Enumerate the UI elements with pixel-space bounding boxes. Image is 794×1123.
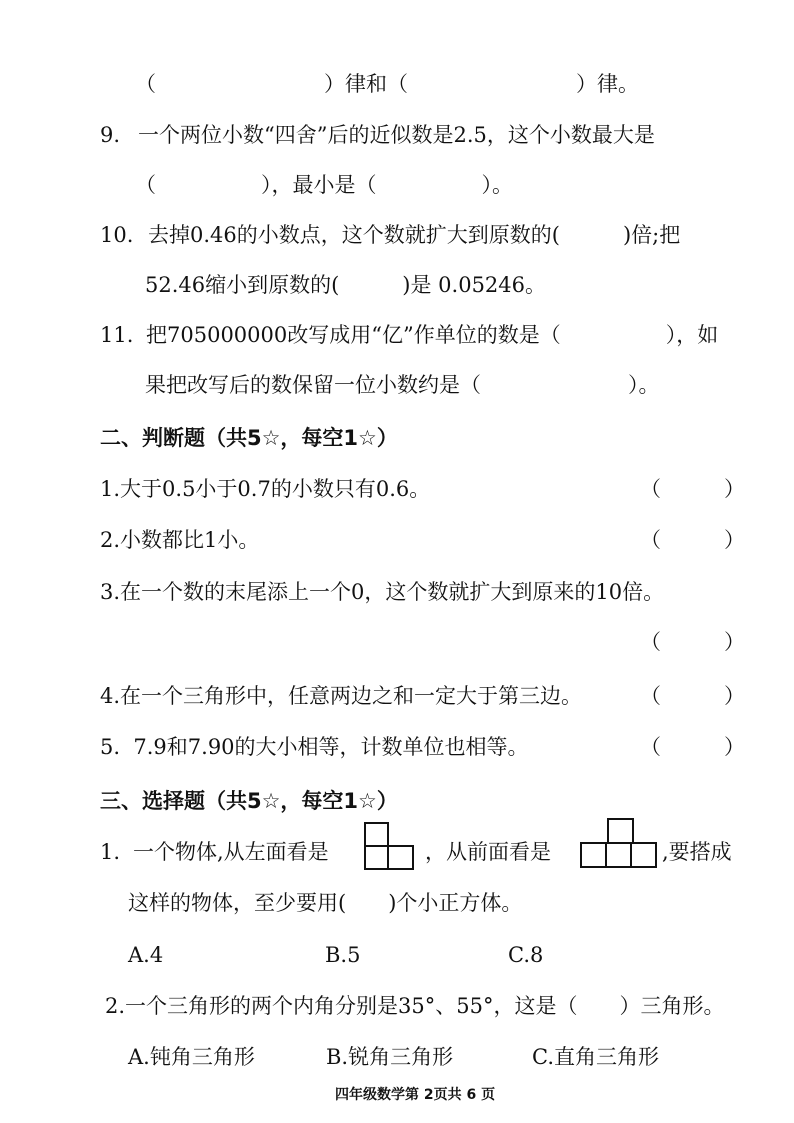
left-view-figure: [364, 822, 416, 870]
q9-line1: 一个两位小数“四舍”后的近似数是2.5，这个小数最大是: [138, 123, 655, 147]
judge-answer-5: （ ）: [640, 735, 745, 759]
judge-item-4: 4.在一个三角形中，任意两边之和一定大于第三边。: [100, 684, 583, 708]
q10-line2: 52.46缩小到原数的( )是 0.05246。: [145, 273, 547, 297]
choice-q1-number: 1.: [100, 840, 121, 864]
judge-answer-2: （ ）: [640, 528, 745, 552]
page-footer: 四年级数学第 2页共 6 页: [335, 1087, 496, 1103]
judge-item-2: 2.小数都比1小。: [100, 528, 260, 552]
choice-q1-part2: ，从前面看是: [425, 840, 551, 864]
judge-answer-4: （ ）: [640, 684, 745, 708]
choice-q1-part3: ,要搭成: [662, 840, 732, 864]
choice-q1-option-a: A.4: [128, 943, 164, 967]
q11-number: 11.: [100, 323, 134, 347]
choice-q2-option-a: A.钝角三角形: [128, 1045, 255, 1069]
choice-q2-line1: 2.一个三角形的两个内角分别是35°、55°，这是（ ）三角形。: [105, 994, 725, 1018]
judge-item-5: 5. 7.9和7.90的大小相等，计数单位也相等。: [100, 735, 529, 759]
judge-answer-1: （ ）: [640, 477, 745, 501]
q11-line1: 把705000000改写成用“亿”作单位的数是（ ），如: [146, 323, 719, 347]
choice-q1-option-b: B.5: [325, 943, 361, 967]
q9-number: 9.: [100, 123, 121, 147]
q10-line1: 去掉0.46的小数点，这个数就扩大到原数的( )倍;把: [148, 223, 681, 247]
section3-header: 三、选择题（共5☆，每空1☆）: [100, 789, 398, 813]
choice-q2-option-c: C.直角三角形: [532, 1045, 659, 1069]
q10-number: 10.: [100, 223, 134, 247]
judge-item-1: 1.大于0.5小于0.7的小数只有0.6。: [100, 477, 431, 501]
blank-line-continuation: （ ）律和（ ）律。: [135, 72, 639, 96]
choice-q1-option-c: C.8: [508, 943, 544, 967]
choice-q1-part1: 一个物体,从左面看是: [133, 840, 329, 864]
judge-answer-3: （ ）: [640, 630, 745, 654]
choice-q1-line2: 这样的物体，至少要用( )个小正方体。: [128, 891, 523, 915]
choice-q2-option-b: B.锐角三角形: [326, 1045, 454, 1069]
q9-line2: （ ），最小是（ ）。: [135, 173, 513, 197]
front-view-figure: [580, 818, 658, 868]
q11-line2: 果把改写后的数保留一位小数约是（ ）。: [145, 373, 660, 397]
judge-item-3: 3.在一个数的末尾添上一个0，这个数就扩大到原来的10倍。: [100, 580, 665, 604]
section2-header: 二、判断题（共5☆，每空1☆）: [100, 426, 398, 450]
